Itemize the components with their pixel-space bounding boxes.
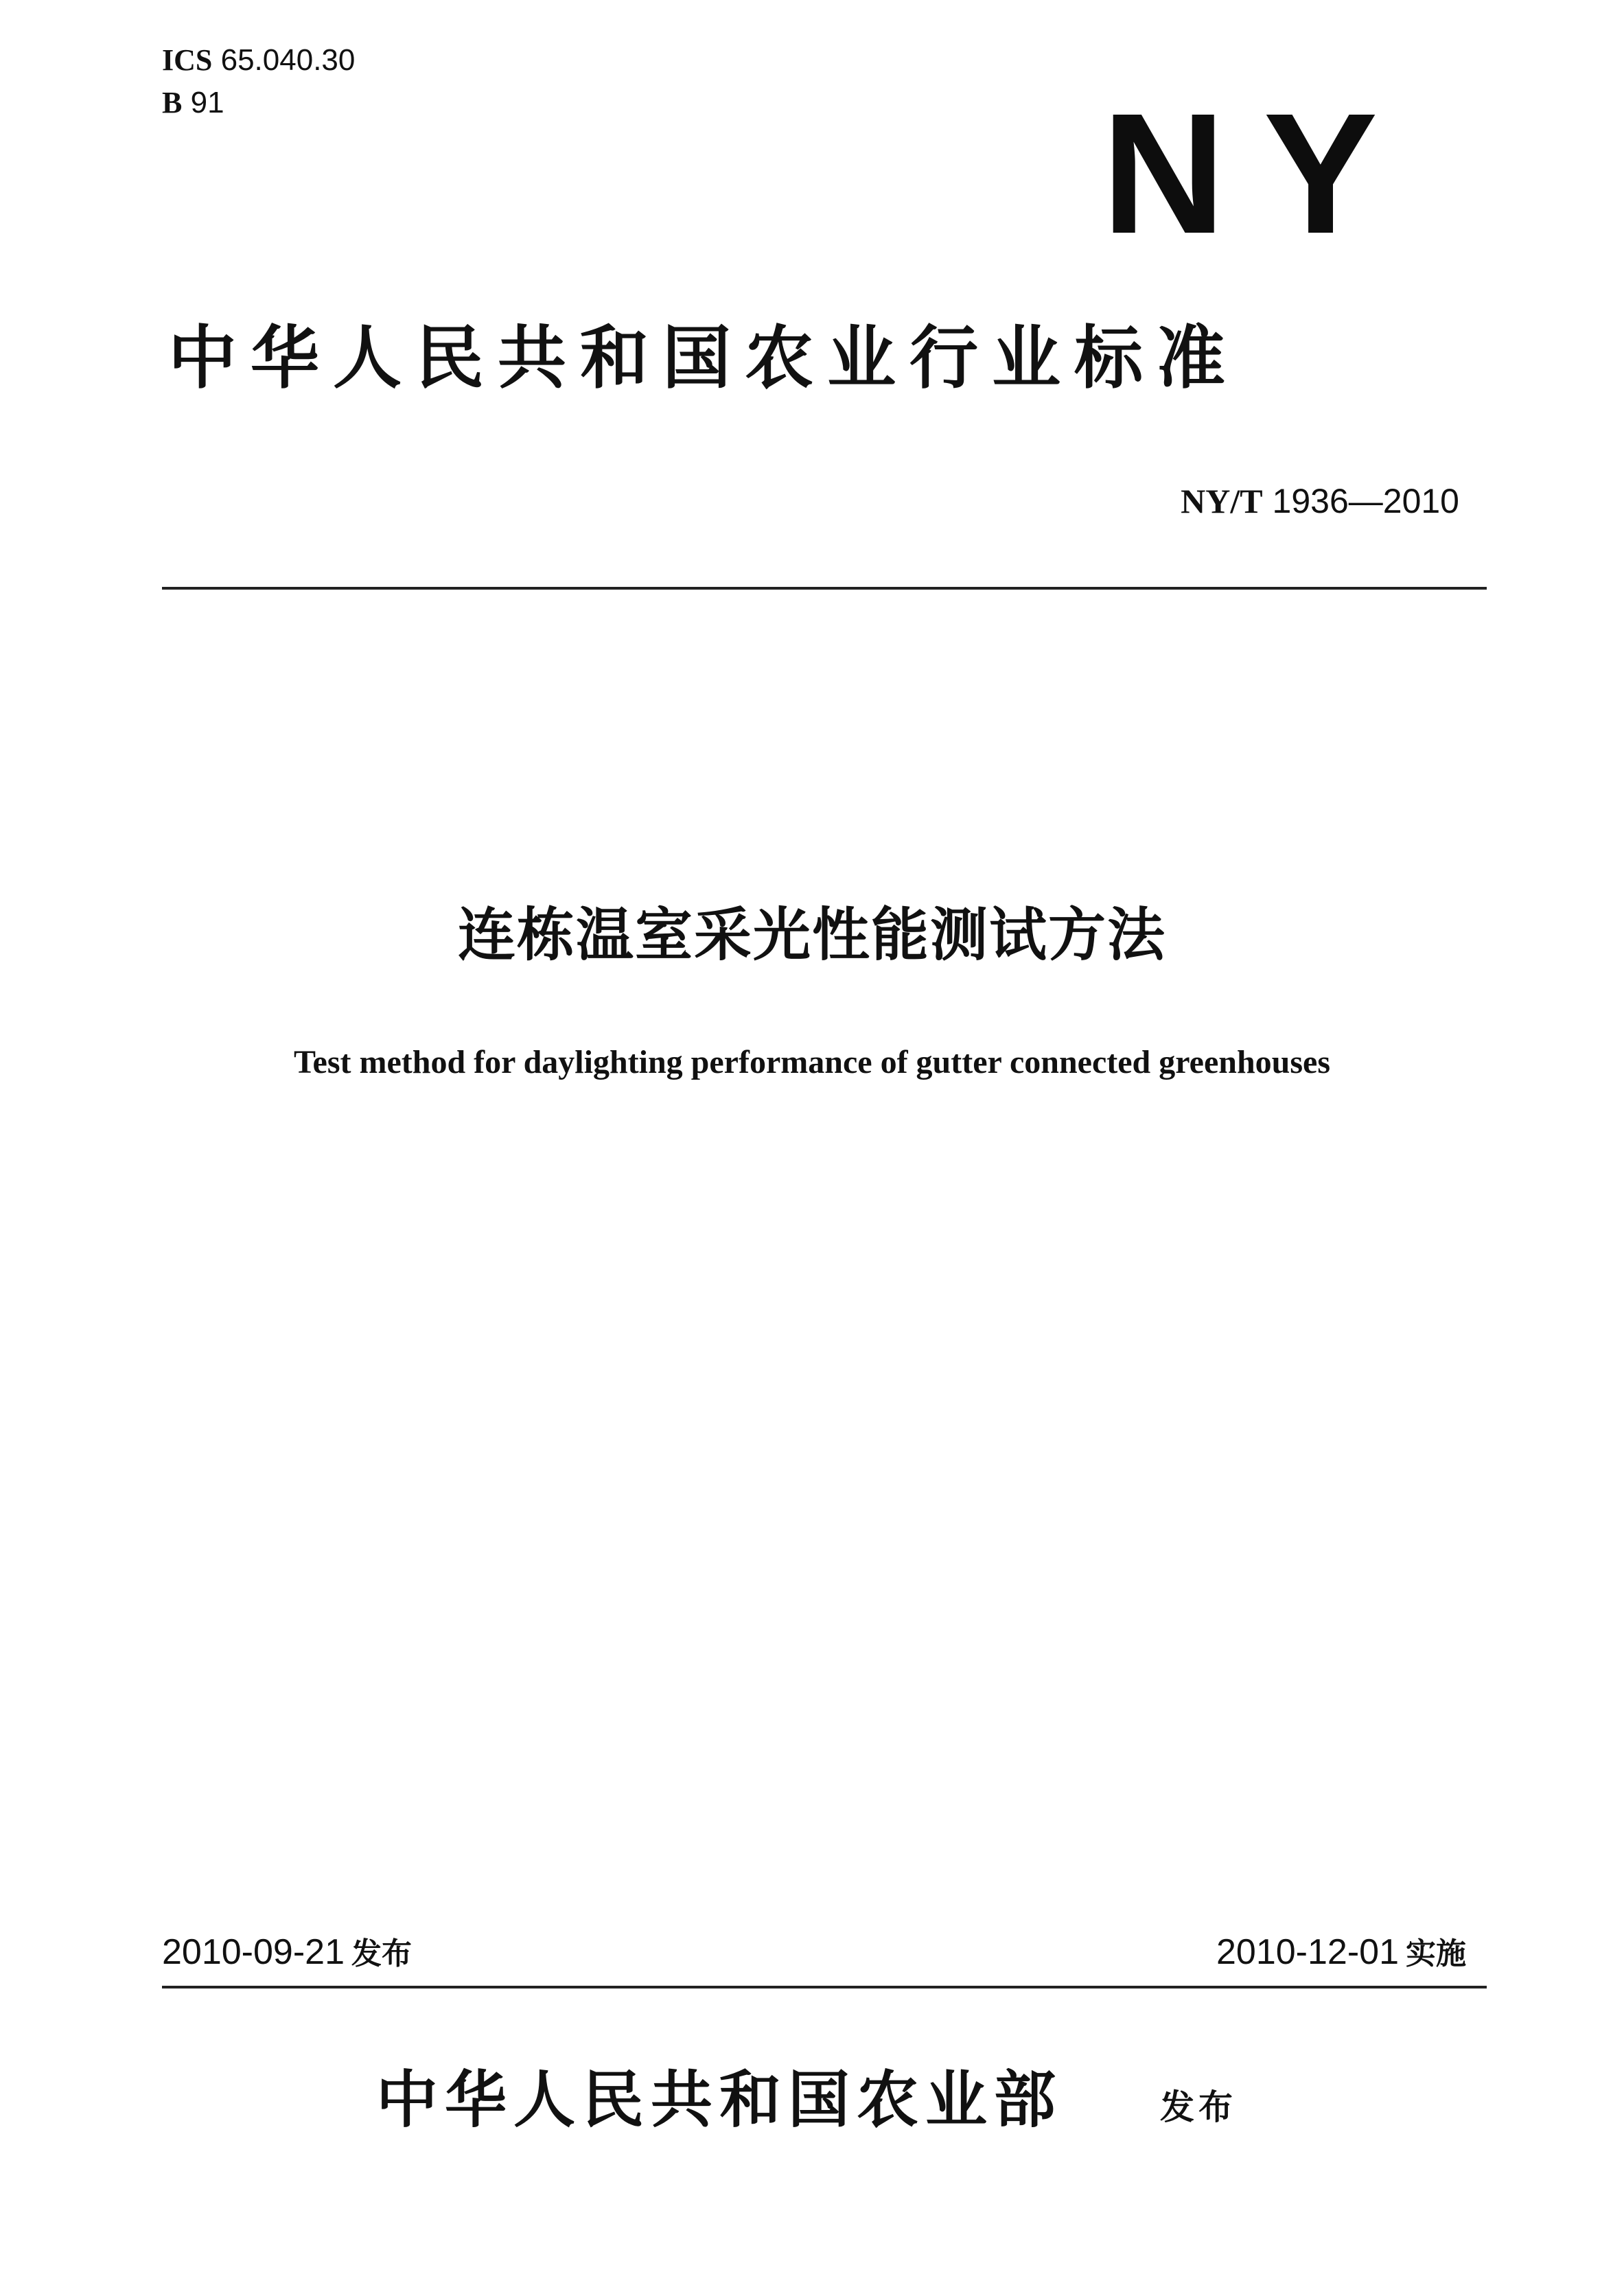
implementation-date-value: 2010-12-01 bbox=[1216, 1932, 1399, 1972]
document-title-en: Test method for daylighting performance of gutter connected greenhouses bbox=[293, 1044, 1331, 1080]
standard-type-heading: 中华人民共和国农业行业标准 bbox=[168, 318, 1239, 398]
ics-value: 65.040.30 bbox=[220, 43, 356, 77]
document-title-cn: 连栋温室采光性能测试方法 bbox=[457, 901, 1166, 969]
footer-divider bbox=[162, 1986, 1487, 1988]
ccs-value: 91 bbox=[190, 86, 224, 119]
implementation-date-label: 实施 bbox=[1406, 1936, 1466, 1971]
issue-date-label: 发布 bbox=[351, 1936, 412, 1971]
ics-label: ICS bbox=[162, 43, 213, 77]
publisher-suffix: 发布 bbox=[1160, 2087, 1237, 2127]
header-divider bbox=[162, 587, 1487, 590]
ny-logo: NY bbox=[1102, 78, 1416, 269]
standard-number-value: 1936—2010 bbox=[1272, 482, 1459, 520]
implementation-date bbox=[1216, 1930, 1466, 1976]
publisher-name: 中华人民共和国农业部 bbox=[376, 2064, 1063, 2136]
ics-code bbox=[162, 43, 355, 78]
issue-date bbox=[162, 1930, 412, 1976]
standard-number bbox=[1181, 480, 1459, 522]
ccs-label: B bbox=[162, 86, 183, 119]
issue-date-value: 2010-09-21 bbox=[162, 1932, 345, 1972]
standard-number-prefix: NY/T bbox=[1181, 482, 1263, 520]
ccs-code bbox=[162, 85, 224, 121]
